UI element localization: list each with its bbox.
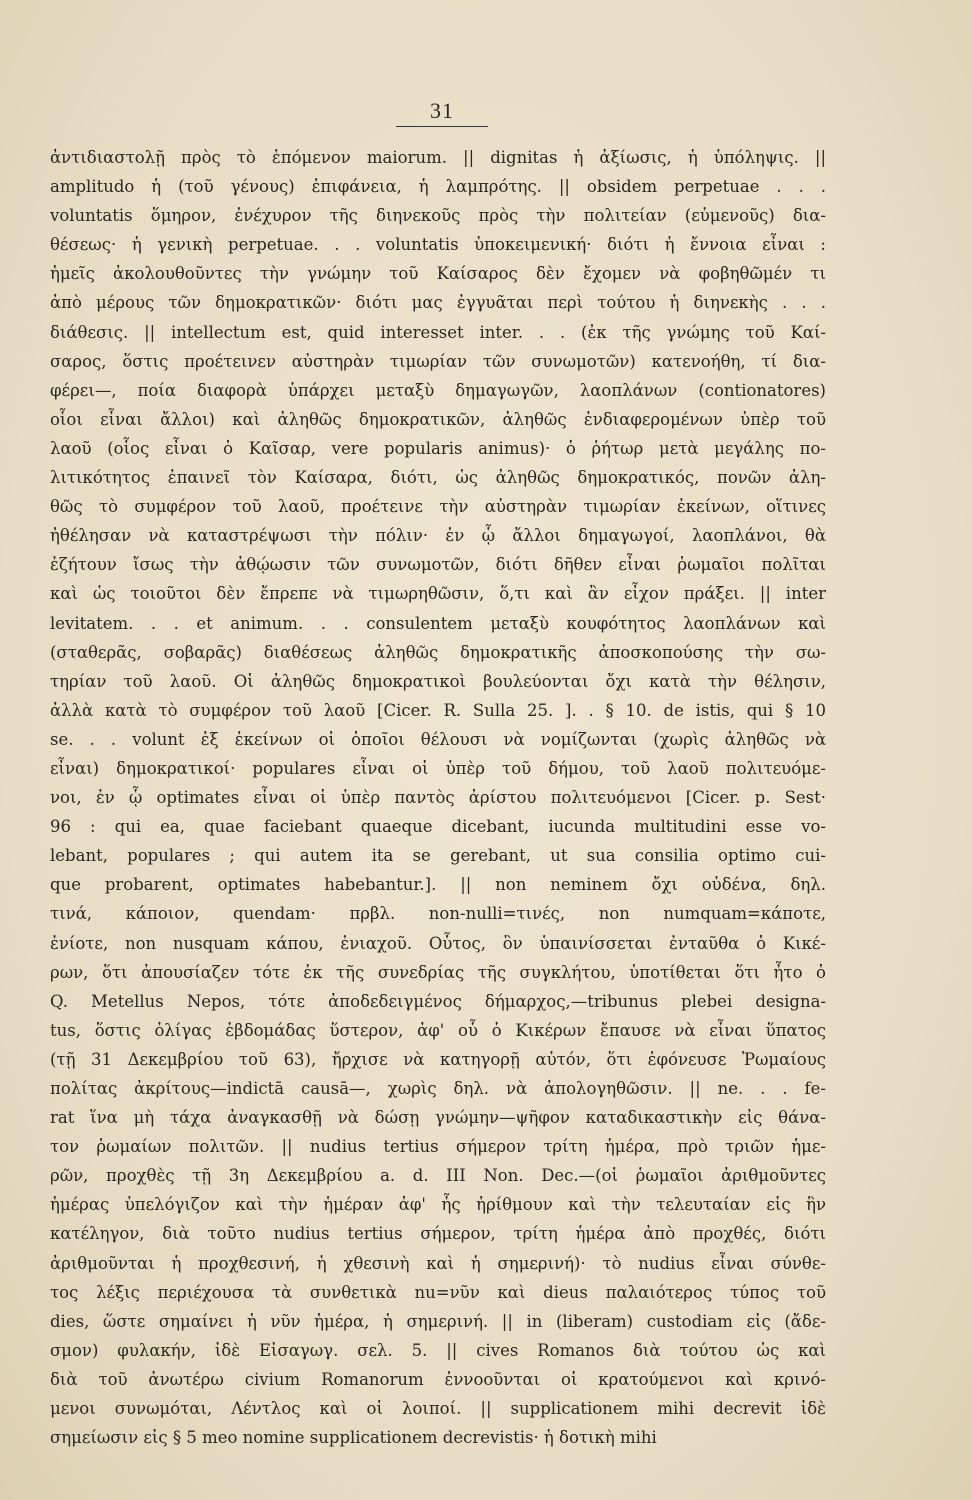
text-line: ἡμέρας ὑπελόγιζον καὶ τὴν ἡμέραν ἀφ' ἧς ἠρίθμουν καὶ τὴν τελευταίαν εἰς ἣν (50, 1195, 826, 1215)
text-line: διὰ τοῦ ἀνωτέρω civium Romanorum ἐννοοῦνται οἱ κρατούμενοι καὶ κρινό- (50, 1369, 826, 1389)
text-line: πολίτας ἀκρίτους—indictā causā—, χωρὶς δηλ. νὰ ἀπολογηθῶσιν. || ne. . . fe- (50, 1079, 826, 1098)
text-line: 96 : qui ea, quae faciebant quaeque dicebant, iucunda multitudini esse vo- (50, 817, 826, 837)
body-text (50, 143, 826, 1452)
text-line: τηρίαν τοῦ λαοῦ. Οἱ ἀληθῶς δημοκρατικοὶ βουλεύονται ὄχι κατὰ τὴν θέλησιν, (50, 671, 826, 691)
text-line: σημείωσιν εἰς § 5 meo nomine supplicationem decrevistis· ἡ δοτικὴ mihi (50, 1428, 657, 1448)
text-line: καὶ ὡς τοιοῦτοι δὲν ἔπρεπε νὰ τιμωρηθῶσιν, ὅ,τι καὶ ἂν εἶχον πράξει. || inter (50, 584, 826, 604)
text-line: νοι, ἐν ᾧ optimates εἶναι οἱ ὑπὲρ παντὸς ἀρίστου πολιτευόμενοι [Cicer. p. Sest· (50, 788, 826, 808)
text-line: σαρος, ὅστις προέτεινεν αὐστηρὰν τιμωρίαν τῶν συνωμοτῶν) κατενοήθη, τί δια- (50, 351, 826, 371)
text-line: φέρει—, ποία διαφορὰ ὑπάρχει μεταξὺ δημαγωγῶν, λαοπλάνων (contionatores) (50, 380, 826, 400)
text-line: dies, ὥστε σημαίνει ἡ νῦν ἡμέρα, ἡ σημερινή. || in (liberam) custodiam εἰς (ἄδε- (50, 1311, 826, 1331)
text-line: (τῇ 31 Δεκεμβρίου τοῦ 63), ἤρχισε νὰ κατηγορῇ αὐτόν, ὅτι ἐφόνευσε Ῥωμαίους (50, 1049, 826, 1069)
text-line: ἀριθμοῦνται ἡ προχθεσινή, ἡ χθεσινὴ καὶ ἡ σημερινή)· τὸ nudius εἶναι σύνθε- (50, 1253, 826, 1273)
text-line: θῶς τὸ συμφέρον τοῦ λαοῦ, προέτεινε τὴν αὐστηρὰν τιμωρίαν ἐκείνων, οἵτινες (50, 497, 826, 517)
text-line: διάθεσις. || intellectum est, quid interesset inter. . . (ἐκ τῆς γνώμης τοῦ Καί- (50, 322, 826, 342)
text-line: ἡμεῖς ἀκολουθοῦντες τὴν γνώμην τοῦ Καίσαρος δὲν ἔχομεν νὰ φοβηθῶμέν τι (50, 264, 826, 284)
text-line: ἐνίοτε, non nusquam κάπου, ἐνιαχοῦ. Οὗτος, ὃν ὑπαινίσσεται ἐνταῦθα ὁ Κικέ- (50, 933, 826, 953)
text-line: lebant, populares ; qui autem ita se gerebant, ut sua consilia optimo cui- (50, 846, 826, 866)
text-line: τον ῥωμαίων πολιτῶν. || nudius tertius σήμερον τρίτη ἡμέρα, πρὸ τριῶν ἡμε- (50, 1137, 826, 1157)
text-line: λιτικότητος ἐπαινεῖ τὸν Καίσαρα, διότι, ὡς ἀληθῶς δημοκρατικός, πονῶν ἀλη- (50, 468, 826, 488)
text-line: οἷοι εἶναι ἄλλοι) καὶ ἀληθῶς δημοκρατικῶν, ἀληθῶς ἐνδιαφερομένων ὑπὲρ τοῦ (50, 409, 826, 429)
text-line: levitatem. . . et animum. . . consulentem μεταξὺ κουφότητος λαοπλάνων καὶ (50, 613, 826, 633)
text-line: λαοῦ (οἷος εἶναι ὁ Καῖσαρ, vere popularis animus)· ὁ ῥήτωρ μετὰ μεγάλης πο- (50, 438, 826, 458)
text-line: ἀπὸ μέρους τῶν δημοκρατικῶν· διότι μας ἐγγυᾶται περὶ τούτου ἡ διηνεκὴς . . . (50, 293, 826, 313)
text-line: ρων, ὅτι ἀπουσίαζεν τότε ἐκ τῆς συνεδρίας τῆς συγκλήτου, ὑποτίθεται ὅτι ἦτο ὁ (50, 962, 826, 982)
text-line: μενοι συνωμόται, Λέντλος καὶ οἱ λοιποί. || supplicationem mihi decrevit ἰδὲ (50, 1399, 826, 1419)
text-line: θέσεως· ἡ γενικὴ perpetuae. . . voluntatis ὑποκειμενική· διότι ἡ ἔννοια εἶναι : (50, 235, 826, 255)
text-line: τινά, κάποιον, quendam· πρβλ. non-nulli=τινές, non numquam=κάποτε, (50, 904, 826, 924)
text-line: ρῶν, προχθὲς τῇ 3η Δεκεμβρίου a. d. III Non. Dec.—(οἱ ῥωμαῖοι ἀριθμοῦντες (50, 1166, 826, 1186)
page-number: 31 (396, 98, 488, 127)
text-line: voluntatis ὅμηρον, ἐνέχυρον τῆς διηνεκοῦς πρὸς τὴν πολιτείαν (εὐμενοῦς) δια- (50, 206, 826, 226)
text-line: tus, ὅστις ὀλίγας ἑβδομάδας ὕστερον, ἀφ' οὗ ὁ Κικέρων ἔπαυσε νὰ εἶναι ὕπατος (50, 1020, 826, 1040)
text-line: Q. Metellus Nepos, τότε ἀποδεδειγμένος δήμαρχος,—tribunus plebei designa- (50, 991, 826, 1011)
text-line: ἐζήτουν ἴσως τὴν ἀθῴωσιν τῶν συνωμοτῶν, διότι δῆθεν εἶναι ῥωμαῖοι πολῖται (50, 555, 826, 575)
text-line: ἠθέλησαν νὰ καταστρέψωσι τὴν πόλιν· ἐν ᾧ ἄλλοι δημαγωγοί, λαοπλάνοι, θὰ (50, 526, 826, 546)
text-line: rat ἵνα μὴ τάχα ἀναγκασθῇ νὰ δώσῃ γνώμην—ψῆφον καταδικαστικὴν εἰς θάνα- (50, 1108, 826, 1128)
text-line: (σταθερᾶς, σοβαρᾶς) διαθέσεως ἀληθῶς δημοκρατικῆς ἀποσκοπούσης τὴν σω- (50, 642, 826, 662)
text-line: que probarent, optimates habebantur.]. || non neminem ὄχι οὐδένα, δηλ. (50, 875, 826, 895)
text-line: se. . . volunt ἐξ ἐκείνων οἱ ὁποῖοι θέλουσι νὰ νομίζωνται (χωρὶς ἀληθῶς νὰ (50, 729, 826, 749)
text-line: κατέληγον, διὰ τοῦτο nudius tertius σήμερον, τρίτη ἡμέρα ἀπὸ προχθές, διότι (50, 1224, 826, 1244)
text-line: ἀντιδιαστολῇ πρὸς τὸ ἑπόμενον maiorum. || dignitas ἡ ἀξίωσις, ἡ ὑπόληψις. || (50, 148, 826, 167)
text-line: ἀλλὰ κατὰ τὸ συμφέρον τοῦ λαοῦ [Cicer. R. Sulla 25. ]. . § 10. de istis, qui § 10 (50, 700, 826, 720)
text-line: τος λέξις περιέχουσα τὰ συνθετικὰ nu=νῦν καὶ dieus παλαιότερος τύπος τοῦ (50, 1282, 826, 1302)
text-line: amplitudo ἡ (τοῦ γένους) ἐπιφάνεια, ἡ λαμπρότης. || obsidem perpetuae . . . (50, 177, 826, 197)
text-line: σμον) φυλακήν, ἰδὲ Εἰσαγωγ. σελ. 5. || cives Romanos διὰ τούτου ὡς καὶ (50, 1340, 826, 1360)
text-line: εἶναι) δημοκρατικοί· populares εἶναι οἱ ὑπὲρ τοῦ δήμου, τοῦ λαοῦ πολιτευόμε- (50, 758, 826, 778)
